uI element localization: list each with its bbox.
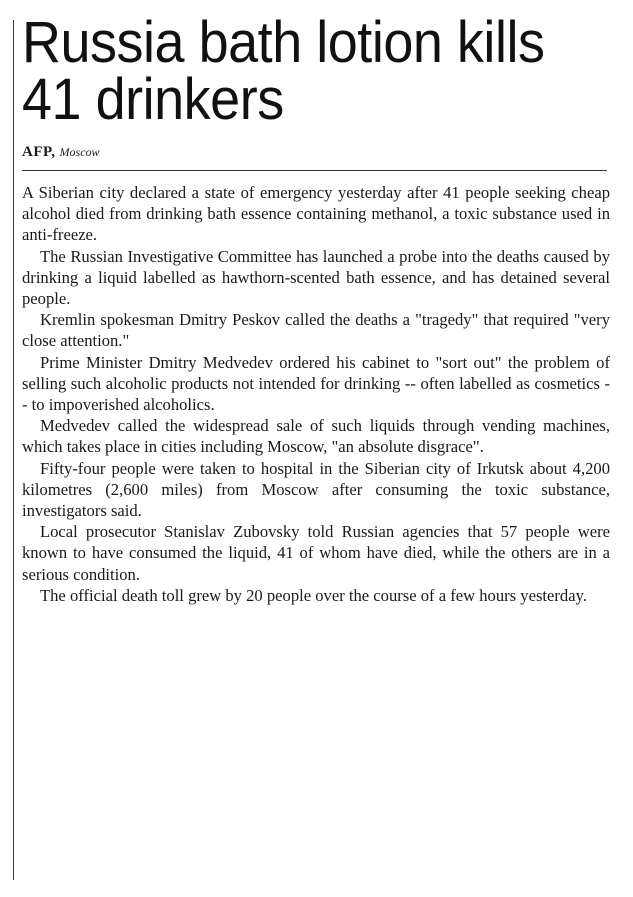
paragraph: Prime Minister Dmitry Medvedev ordered his cabinet to "sort out" the problem of selling such alcoholic products not intended for drinking -- often labelled as cosmetics -- to impoverished alcoholics. [22, 352, 610, 415]
byline-divider [22, 170, 607, 171]
byline-agency: AFP, [22, 144, 56, 160]
paragraph: A Siberian city declared a state of emergency yesterday after 41 people seeking cheap alcohol died from drinking bath essence containing methanol, a toxic substance used in anti-freeze. [22, 183, 610, 245]
paragraph: Local prosecutor Stanislav Zubovsky told Russian agencies that 57 people were known to have consumed the liquid, 41 of whom have died, while the others are in a serious condition. [22, 522, 610, 584]
article-body [22, 182, 610, 606]
news-article [22, 10, 618, 606]
paragraph: Kremlin spokesman Dmitry Peskov called the deaths a "tragedy" that required "very close attention." [22, 310, 610, 351]
byline [22, 144, 618, 161]
column-rule [13, 20, 14, 880]
headline: Russia bath lotion kills 41 drinkers [22, 10, 545, 132]
paragraph: Medvedev called the widespread sale of such liquids through vending machines, which takes place in cities including Moscow, "an absolute disgrace". [22, 416, 610, 457]
paragraph: Fifty-four people were taken to hospital in the Siberian city of Irkutsk about 4,200 kilometres (2,600 miles) from Moscow after consuming the toxic substance, investigators said. [22, 458, 610, 521]
paragraph: The official death toll grew by 20 people over the course of a few hours yesterday. [40, 585, 587, 605]
paragraph: The Russian Investigative Committee has launched a probe into the deaths caused by drinking a liquid labelled as hawthorn-scented bath essence, and has detained several people. [22, 246, 610, 309]
byline-location: Moscow [59, 145, 100, 159]
